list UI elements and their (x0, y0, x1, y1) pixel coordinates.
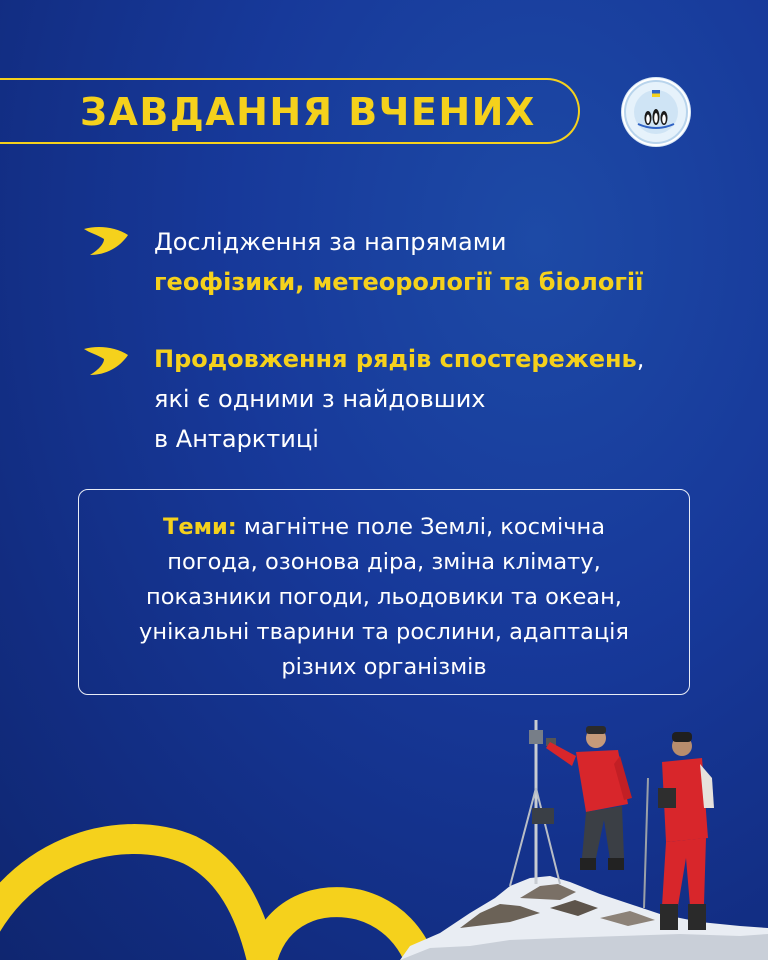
themes-box (78, 489, 690, 695)
task-2-comma: , (636, 345, 645, 373)
antarctic-center-emblem-icon (622, 78, 690, 146)
task-1-line-2: геофізики, метеорології та біології (154, 268, 644, 296)
researchers-photo (400, 708, 768, 960)
task-2-line-2: які є одними з найдовших (154, 385, 486, 413)
themes-line-5: різних організмів (281, 654, 487, 680)
task-2-highlight: Продовження рядів спостережень (154, 345, 637, 373)
themes-line-3: показники погоди, льодовики та океан, (146, 584, 622, 610)
task-1-line-1: Дослідження за напрямами (154, 228, 507, 256)
themes-line-2: погода, озонова діра, зміна клімату, (167, 549, 601, 575)
themes-line-4: унікальні тварини та рослини, адаптація (139, 619, 629, 645)
task-2-line-1 (154, 339, 644, 379)
arrow-bullet-icon (80, 225, 130, 257)
decorative-yellow-arcs (0, 790, 440, 960)
themes-label: Теми: (162, 514, 237, 540)
themes-line-1-text: магнітне поле Землі, космічна (236, 514, 606, 540)
arrow-bullet-icon (80, 345, 130, 377)
task-2-line-3: в Антарктиці (154, 425, 319, 453)
themes-line-1 (79, 510, 689, 545)
page-title: ЗАВДАННЯ ВЧЕНИХ (80, 90, 536, 134)
